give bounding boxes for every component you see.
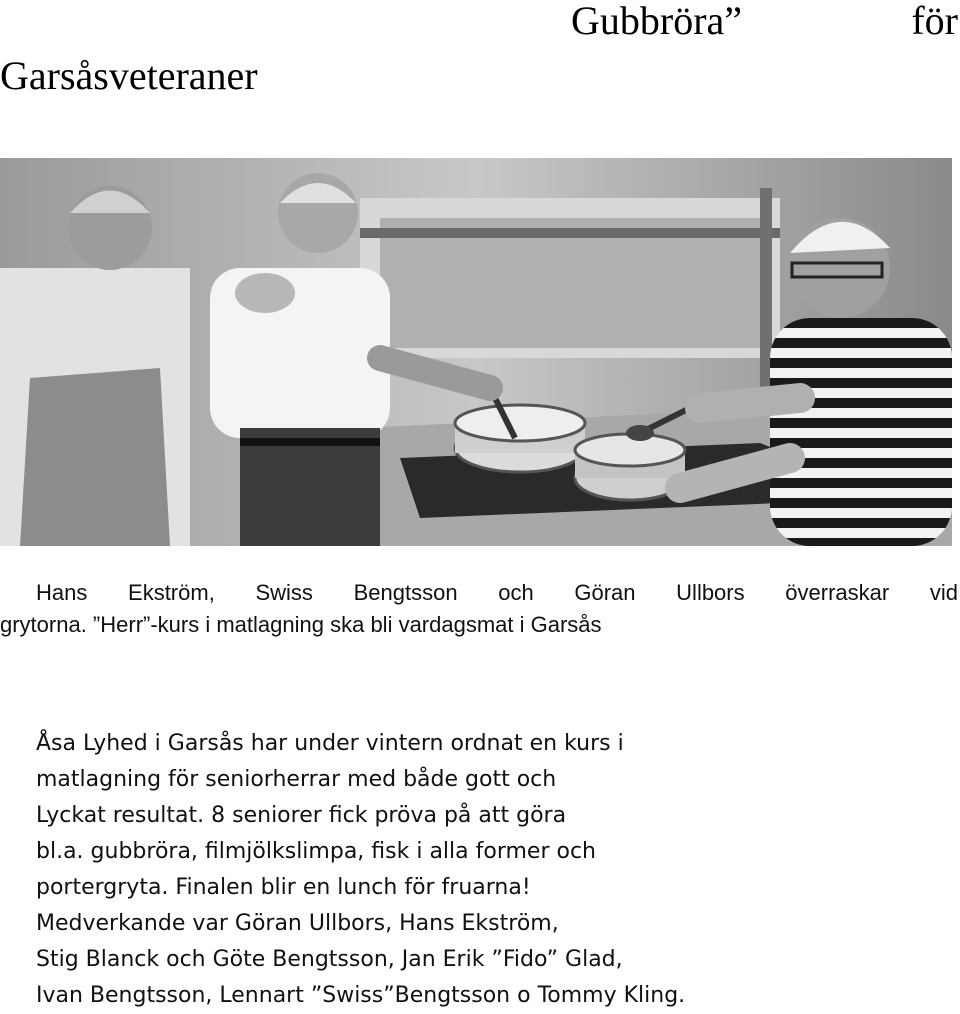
body-line: Ivan Bengtsson, Lennart ”Swiss”Bengtsson o Tommy Kling. [36, 983, 686, 1008]
title-word-gubbrora: Gubbröra” [571, 0, 743, 43]
body-line: bl.a. gubbröra, filmjölkslimpa, fisk i alla former och [36, 839, 596, 864]
article-body [36, 726, 956, 1014]
body-line: Lyckat resultat. 8 seniorer fick pröva på att göra [36, 803, 567, 828]
article-photo [0, 158, 952, 546]
photo-caption [0, 577, 958, 641]
photo-of-men-cooking-icon [0, 158, 952, 546]
caption-line-2: grytorna. ”Herr”-kurs i matlagning ska bli vardagsmat i Garsås [0, 612, 602, 637]
title-word-for: för [911, 0, 958, 43]
article-title-line-2: Garsåsveteraner [0, 53, 258, 98]
body-line: Medverkande var Göran Ullbors, Hans Ekström, [36, 911, 559, 936]
body-line: matlagning för seniorherrar med både gott och [36, 767, 557, 792]
caption-line-1: Hans Ekström, Swiss Bengtsson och Göran Ullbors överraskar vid [36, 580, 958, 605]
body-line: Åsa Lyhed i Garsås har under vintern ordnat en kurs i [36, 731, 624, 756]
body-line: Stig Blanck och Göte Bengtsson, Jan Erik ”Fido” Glad, [36, 947, 623, 972]
body-line: portergryta. Finalen blir en lunch för fruarna! [36, 875, 531, 900]
